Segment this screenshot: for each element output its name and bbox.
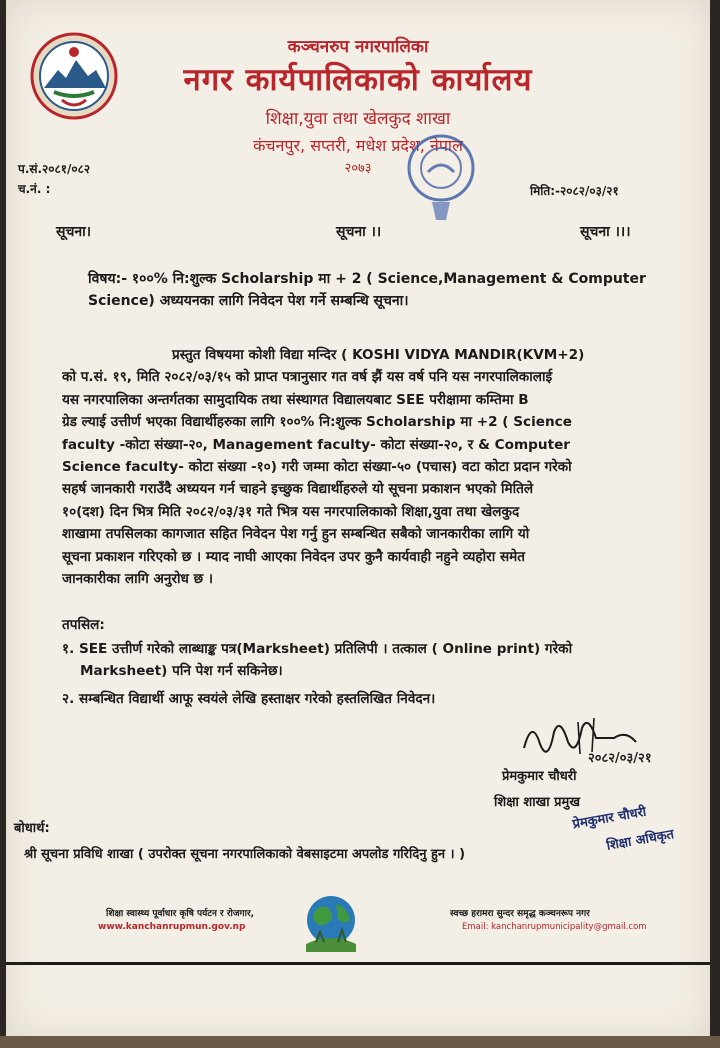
body-line: १०(दश) दिन भित्र मिति २०८२/०३/३१ गते भित्र यस नगरपालिकाको शिक्षा,युवा तथा खेलकुद [62, 503, 520, 520]
body-line: सूचना प्रकाशन गरिएको छ । म्याद नाघी आएका निवेदन उपर कुनै कार्यवाही नहुने व्यहोरा समेत [62, 548, 526, 565]
signatory-title: शिक्षा शाखा प्रमुख [494, 795, 580, 810]
notice-body [62, 344, 694, 590]
signature-date: २०८२/०३/२१ [588, 751, 652, 766]
body-line: सहर्ष जानकारी गराउँदै अध्ययन गर्न चाहने इच्छुक विद्यार्थीहरुले यो सूचना प्रकाशन भएको मितिले [62, 481, 534, 498]
subject-line: Science) अध्ययनका लागि निवेदन पेश गर्ने सम्बन्धि सूचना। [88, 293, 409, 309]
body-line: Science faculty- कोटा संख्या -१०) गरी जम्मा कोटा संख्या-५० (पचास) वटा कोटा प्रदान गरेको [62, 459, 572, 476]
body-line: प्रस्तुत विषयमा कोशी विद्या मन्दिर ( KOSHI VIDYA MANDIR(KVM+2) [172, 347, 585, 363]
notice-label-2: सूचना ।। [336, 224, 382, 240]
tapsil-item-1 [62, 638, 694, 682]
globe-icon [296, 892, 366, 954]
notice-label-3: सूचना ।।। [580, 224, 631, 240]
office-title: नगर कार्यपालिकाको कार्यालय [183, 62, 533, 98]
body-line: जानकारीका लागि अनुरोध छ । [62, 571, 214, 588]
branch-name: शिक्षा,युवा तथा खेलकुद शाखा [265, 109, 451, 129]
footer-email: Email: kanchanrupmunicipality@gmail.com [462, 922, 647, 932]
tapsil-item-line: २. सम्बन्धित विद्यार्थी आफू स्वयंले लेखि हस्ताक्षर गरेको हस्तलिखित निवेदन। [62, 691, 436, 707]
letter-page [6, 0, 710, 1040]
established-year: २०७३ [344, 161, 372, 176]
body-line: को प.सं. १९, मिति २०८२/०३/१५ को प्राप्त पत्रानुसार गत वर्ष झैं यस वर्ष पनि यस नगरपालिकालाई [62, 369, 553, 386]
office-stamp-icon [398, 128, 484, 224]
tapsil-heading: तपसिल: [62, 617, 105, 633]
letter-date: मिति:-२०८२/०३/२१ [530, 184, 619, 198]
tapsil-item-2 [62, 688, 694, 710]
subject [88, 268, 692, 312]
notice-label-1: सूचना। [56, 224, 92, 240]
body-line: faculty -कोटा संख्या-२०, Management faculty- कोटा संख्या-२०, र & Computer [62, 436, 570, 453]
body-line: ग्रेड ल्याई उत्तीर्ण भएका विद्यार्थीहरुका लागि १००% नि:शुल्क Scholarship मा +2 ( Science [62, 414, 572, 431]
footer-website: www.kanchanrupmun.gov.np [98, 922, 246, 932]
tapsil-item-line: १. SEE उत्तीर्ण गरेको लाब्धाङ्क पत्र(Marksheet) प्रतिलिपी । तत्काल ( Online print) गरेको [62, 641, 573, 657]
reference-number: प.सं.२०८१/०८२ [18, 162, 91, 176]
footer-slogan-left: शिक्षा स्वास्थ्य पूर्वाधार कृषि पर्यटन र रोजगार, [106, 909, 255, 919]
subject-line: विषय:- १००% नि:शुल्क Scholarship मा + 2 ( Science,Management & Computer [88, 271, 646, 287]
body-line: यस नगरपालिका अन्तर्गतका सामुदायिक तथा संस्थागत विद्यालयबाट SEE परीक्षामा कम्तिमा B [62, 391, 529, 408]
page-edge-shadow [0, 1036, 720, 1048]
signatory-name: प्रेमकुमार चौधरी [502, 769, 577, 784]
handwritten-designation: शिक्षा अधिकृत [605, 827, 676, 854]
footer-divider [6, 962, 710, 965]
handwritten-name: प्रेमकुमार चौधरी [571, 804, 648, 833]
footer-slogan-right: स्वच्छ हरामरा सुन्दर समृद्ध कञ्चनरूप नगर [450, 909, 590, 919]
tapsil-item-line: Marksheet) पनि पेश गर्न सकिनेछ। [80, 663, 283, 679]
cc-heading: बोधार्थ: [14, 821, 50, 836]
dispatch-number: च.नं. : [18, 182, 51, 196]
office-address: कंचनपुर, सप्तरी, मधेश प्रदेश, नेपाल [253, 136, 463, 155]
body-line: शाखामा तपसिलका कागजात सहित निवेदन पेश गर्नु हुन सम्बन्धित सबैको जानकारीका लागि यो [62, 526, 530, 543]
cc-line: श्री सूचना प्रविधि शाखा ( उपरोक्त सूचना नगरपालिकाको वेबसाइटमा अपलोड गरिदिनु हुन । ) [24, 847, 466, 862]
municipality-name: कञ्चनरुप नगरपालिका [287, 37, 429, 57]
